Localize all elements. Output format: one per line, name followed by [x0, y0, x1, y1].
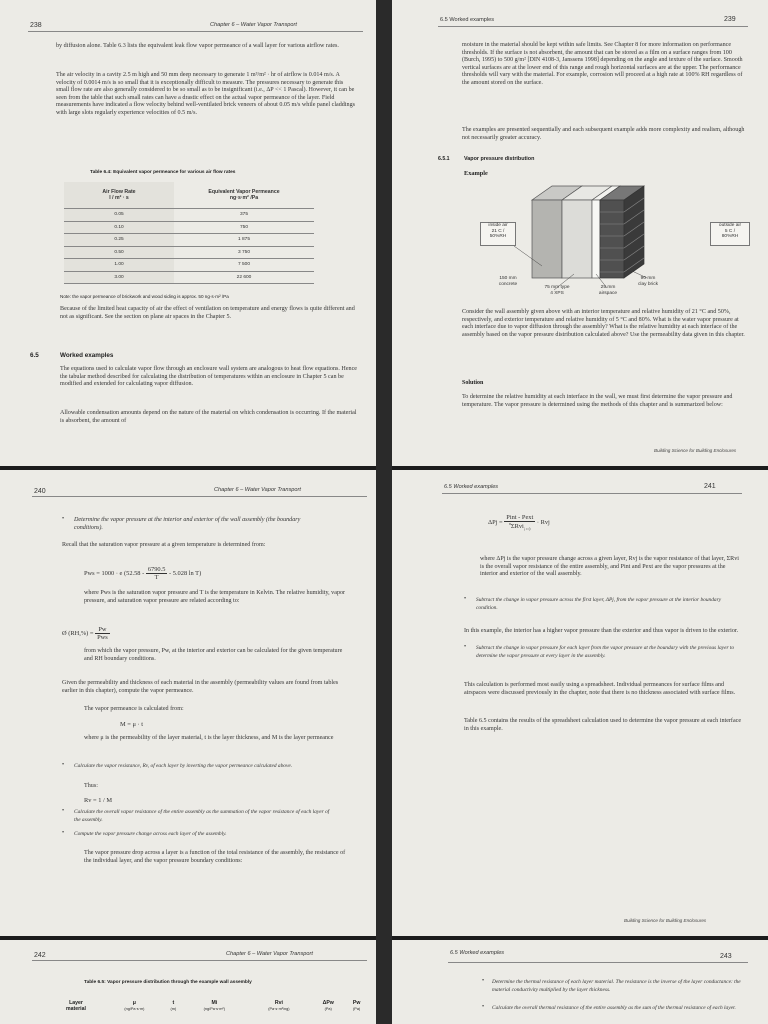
page-gutter: [376, 0, 392, 1024]
bullet-marker: •: [464, 596, 467, 602]
section-number: 6.5: [30, 352, 39, 359]
bullet-text: Subtract the change in vapor pressure across the first layer, ΔPj, from the vapor pressure at the interior boundary condition.: [476, 597, 722, 611]
table-header: Equivalent Vapor Permeance ng·s·m² /Pa: [208, 189, 280, 201]
concrete-layer: [532, 200, 562, 278]
bullet-marker: •: [62, 516, 65, 522]
bullet-marker: •: [464, 644, 467, 650]
paragraph: Because of the limited heat capacity of air the effect of ventilation on temperature and energy flows is quite different and not as significant. See the section on plane air spaces in the Chapter 5.: [60, 306, 355, 320]
example-heading: Example: [464, 170, 488, 177]
table-header: Layer material: [66, 1000, 86, 1012]
table-row: 0.25 1 875: [64, 234, 314, 247]
bullet-text: Calculate the overall thermal resistance of the entire assembly as the sum of the thermal resistance of each layer.: [492, 1005, 736, 1011]
page-243: [392, 940, 768, 1024]
brick-layer: [600, 200, 624, 278]
airspace-label: 25 mm airspace: [598, 285, 618, 296]
bullet-text: Calculate the vapor resistance, Rv, of each layer by inverting the vapor permeance calculated above.: [74, 763, 293, 769]
paragraph: The vapor permeance is calculated from:: [84, 706, 184, 712]
table-note: Note: the vapor permeance of brickwork and wood siding is approx. 50 ng·s·m² /Pa: [60, 294, 229, 299]
thus-label: Thus:: [84, 783, 98, 789]
table-caption: Table 6.5: Vapor pressure distribution through the example wall assembly: [84, 980, 252, 985]
subsection-title: Vapor pressure distribution: [464, 156, 535, 162]
paragraph: Allowable condensation amounts depend on the nature of the material on which condensation is occurring. If the material is absorbent, the amount of: [60, 410, 357, 424]
table-header: Rvi (Pa·s·m²/ng): [268, 1000, 290, 1011]
header-rule: [28, 31, 363, 32]
bullet-text: Determine the thermal resistance of each layer material. The resistance is the inverse of the layer conductance: the material conductivity multiplied by the layer thickness.: [492, 979, 741, 993]
running-header: Chapter 6 – Water Vapor Transport: [226, 951, 313, 957]
paragraph: where ΔPj is the vapor pressure change across a given layer, Rvj is the vapor resistance of that layer, ΣRvi is the overall vapor resistance of the entire assembly, and Pint and Pext are the vapor pressures at the interior and exterior of the wall assembly.: [480, 556, 739, 577]
solution-heading: Solution: [462, 380, 484, 386]
running-header: 6.5 Worked examples: [450, 950, 505, 956]
paragraph: In this example, the interior has a higher vapor pressure than the exterior and thus vapor is driven to the exterior.: [464, 628, 739, 634]
table-header: t (m): [170, 1000, 177, 1011]
running-header: 6.5 Worked examples: [444, 484, 499, 490]
page-number: 238: [30, 22, 42, 29]
bullet-text: Determine the vapor pressure at the interior and exterior of the wall assembly (the boundary conditions).: [74, 517, 301, 531]
bullet-text: Compute the vapor pressure change across each layer of the assembly.: [74, 831, 227, 837]
bullet-text: Calculate the overall vapor resistance of the entire assembly as the summation of the vapor resistance of each layer of the assembly.: [74, 809, 330, 823]
bullet-text: Subtract the change in vapor pressure for each layer from the vapor pressure at the boundary with the previous layer to determine the vapor pressure at every layer in the assembly.: [476, 645, 735, 659]
bullet-marker: •: [482, 978, 485, 984]
page-240: [0, 470, 377, 936]
section-title: Worked examples: [60, 352, 114, 359]
table-header: ΔPw (Pa): [322, 1000, 334, 1011]
paragraph: Given the permeability and thickness of each material in the assembly (permeability values are found from tables earlier in this chapter), compute the vapor permeance.: [62, 680, 339, 694]
xps-layer: [562, 200, 592, 278]
paragraph: Consider the wall assembly given above with an interior temperature and relative humidity of 21 °C and 50%, respectively, and exterior temperature and relative humidity of 5 °C and 80%. What is the water vapor pressure at each interface due to vapor diffusion through the assembly? What is the relative humidity at each interface of the assembly based on the vapor pressure distribution calculated above? Use the permeability data given in this chapter.: [462, 309, 745, 338]
page-footer: Building Science for Building Enclosures: [624, 918, 707, 923]
table-row: 0.10 750: [64, 221, 314, 234]
page-242: [0, 940, 377, 1024]
bullet-marker: •: [482, 1004, 485, 1010]
header-rule: [32, 496, 367, 497]
table-header: Mi (ng/Pa·s·m²): [203, 1000, 225, 1011]
bullet-marker: •: [62, 808, 65, 814]
paragraph: where Pws is the saturation vapor pressure and T is the temperature in Kelvin. The relative humidity, vapor pressure, and saturation vapor pressure are related according to:: [84, 590, 346, 604]
bullet-marker: •: [62, 830, 65, 836]
page-footer: Building Science for Building Enclosures: [654, 448, 737, 453]
paragraph: The vapor pressure drop across a layer is a function of the total resistance of the assembly, the resistance of the individual layer, and the vapor pressure boundary conditions:: [84, 850, 346, 864]
equation-saturation: Pws = 1000 · e (52.58 - $\frac{6790.5}{T}$ - 5.028 ln T): [84, 566, 202, 581]
table-row: 0.05 375: [64, 209, 314, 222]
running-header: Chapter 6 – Water Vapor Transport: [210, 22, 297, 28]
table-header: Air Flow Rate l / m² · s: [64, 182, 174, 209]
page-238: [0, 0, 377, 466]
header-rule: [442, 493, 742, 494]
table-header-row: [48, 1000, 368, 1012]
page-number: 242: [34, 952, 46, 959]
header-rule: [438, 26, 748, 27]
table-header: μ (ng/Pa·s·m): [124, 1000, 145, 1011]
paragraph: The examples are presented sequentially and each subsequent example adds more complexity and realism, although not necessarily greater accuracy.: [462, 127, 745, 141]
table-row: 0.50 3 750: [64, 246, 314, 259]
brick-label: 90 mm clay brick: [638, 276, 658, 287]
header-rule: [32, 960, 367, 961]
running-header: Chapter 6 – Water Vapor Transport: [214, 487, 301, 493]
page-number: 239: [724, 16, 736, 23]
page-number: 241: [704, 483, 716, 490]
table-row: 1.00 7 500: [64, 259, 314, 272]
page-241: [392, 470, 768, 936]
concrete-label: 150 mm concrete: [498, 276, 518, 287]
table-6-4: [64, 182, 314, 284]
airspace-layer: [592, 200, 600, 278]
page-number: 243: [720, 953, 732, 960]
paragraph: where μ is the permeability of the layer material, t is the layer thickness, and M is the layer permeance: [84, 735, 334, 741]
paragraph: by diffusion alone. Table 6.3 lists the equivalent leak flow vapor permeance of a wall layer for various airflow rates.: [56, 43, 339, 49]
paragraph: To determine the relative humidity at each interface in the wall, we must first determine the vapor pressure and temperature. The vapor pressure is determined using the methods of this chapter and is summarized below:: [462, 394, 733, 408]
table-caption: Table 6.4: Equivalent vapor permeance for various air flow rates: [90, 170, 236, 175]
equation-pressure-drop: ΔPj = $\frac{\text{Pint - Pext}}{^n\Sigma Rvi_{i = 0}}$ · Rvj: [488, 514, 550, 532]
page-number: 240: [34, 488, 46, 495]
inside-air-label: inside air 21 C / 50%RH: [480, 222, 516, 246]
paragraph: from which the vapor pressure, Pw, at the interior and exterior can be calculated for the given temperature and RH boundary conditions.: [84, 648, 343, 662]
equation-rh: Ø (RH,%) = $\frac{Pw}{\text{Pws}}$: [62, 626, 108, 641]
paragraph: Table 6.5 contains the results of the spreadsheet calculation used to determine the vapor pressure at each interface in this example.: [464, 718, 742, 732]
paragraph: Recall that the saturation vapor pressure at a given temperature is determined from:: [62, 542, 266, 548]
paragraph: This calculation is performed most easily using a spreadsheet. Individual permeances for surface films and airspaces were discussed previously in the chapter, note that there is no thickness associated with surface films.: [464, 682, 736, 696]
table-header: Pw (Pa): [352, 1000, 361, 1011]
paragraph: moisture in the material should be kept within safe limits. See Chapter 8 for more information on performance thresholds. If the surface is not absorbent, the amount that can be stored as a film on a surface ranges from 100 (Burch, 1995) to 500 g/m² [DIN 4108-3, Janssens 1998] depending on the angle and texture of the surface. Smooth vertical surfaces are at the lower end of this range and rough horizontal surfaces are at the upper. The performance thresholds will vary with the material. For example, corrosion will proceed at a high rate at 100% RH regardless of the amount stored on the surface.: [462, 42, 743, 86]
paragraph: The equations used to calculate vapor flow through an enclosure wall system are analogous to heat flow equations. Hence the tabular method described for calculating the distribution of temperatures within an enclosure in Chapter 5 can be modified and extended for calculating vapor diffusion.: [60, 366, 357, 387]
subsection-number: 6.5.1: [438, 156, 450, 162]
running-header: 6.5 Worked examples: [440, 17, 494, 23]
header-rule: [448, 962, 748, 963]
table-6-5: [48, 1000, 368, 1012]
paragraph: The air velocity in a cavity 2.5 m high and 50 mm deep necessary to generate 1 m³/m² · hr of airflow is 0.014 m/s. A velocity of 0.0014 m/s is so small that it is exceptionally difficult to measure. The pressures necessary to generate this small flow rate are also generally considered to be so small as to be insignificant (i.e., ΔP << 1 Pascal). However, it can be seen from the table that such small rates can have a drastic effect on the actual vapor permeance of the layer. Field measurements have indicated a flow velocity behind well-ventilated brick veneers of about 0.05 m/s while panel claddings with large slots regularly experience velocities of 0.5 m/s.: [56, 72, 356, 116]
table-row: 3.00 22 600: [64, 271, 314, 284]
equation-resistance: Rv = 1 / M: [84, 797, 113, 804]
outside-air-label: outside air 5 C / 80%RH: [710, 222, 750, 246]
xps-label: 75 mm type 4 XPS: [544, 285, 570, 296]
bullet-marker: •: [62, 762, 65, 768]
page-239: [392, 0, 768, 466]
equation-permeance: M = μ · t: [120, 721, 144, 728]
